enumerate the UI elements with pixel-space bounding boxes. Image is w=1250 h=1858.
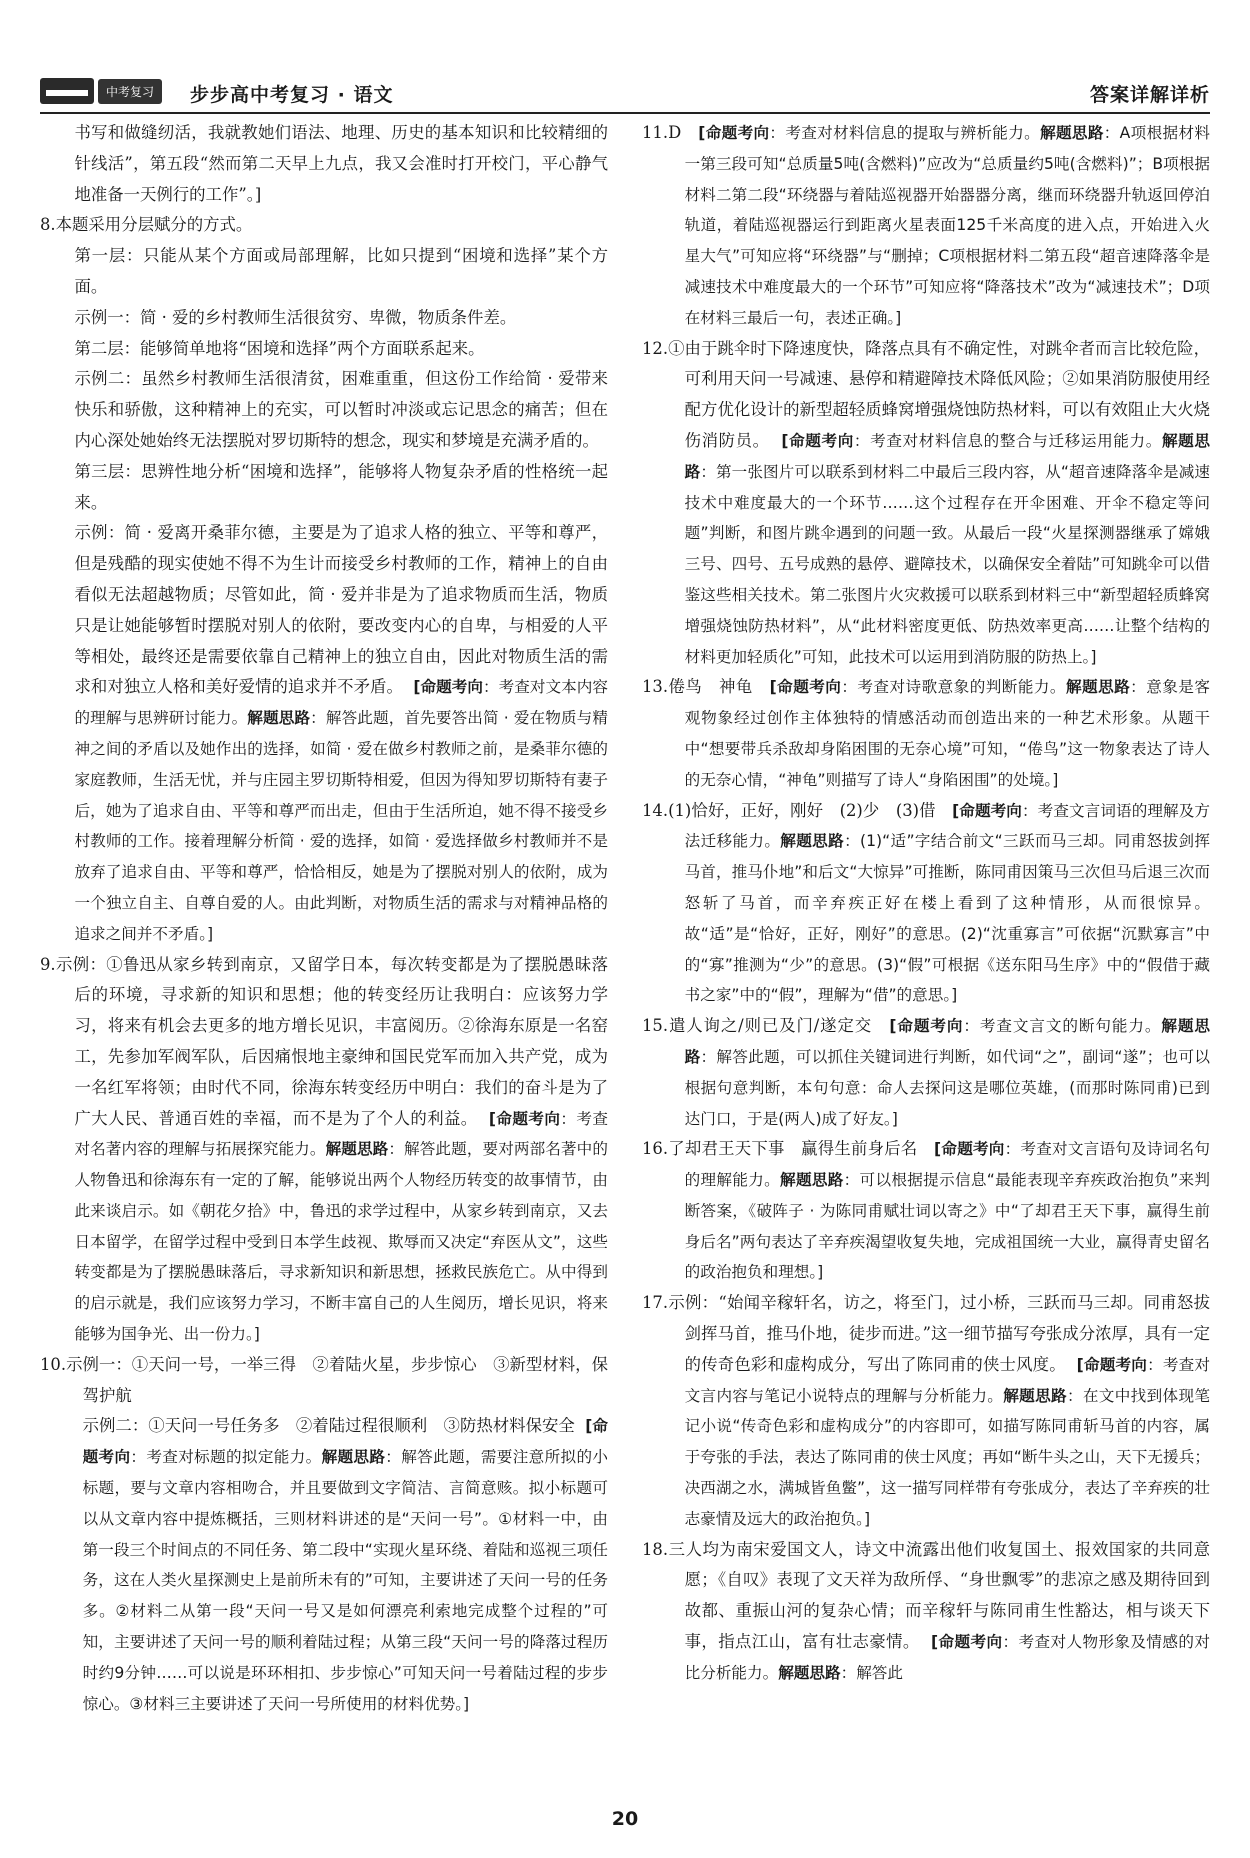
q12-tag-kaoxiang: [命题考向 <box>781 431 854 450</box>
q12-kaoxiang: ：考查对材料信息的整合与迁移运用能力。 <box>853 431 1162 450</box>
q14-answer <box>642 796 1210 1012</box>
book-title: 步步高中考复习 · 语文 <box>190 84 394 106</box>
q9-tag-kaoxiang: [命题考向 <box>488 1109 561 1128</box>
page-number: 20 <box>611 1808 639 1830</box>
q8-head: 8.本题采用分层赋分的方式。 <box>40 215 253 235</box>
right-column <box>642 118 1210 1689</box>
q14-tag-silu: 解题思路 <box>780 832 845 851</box>
q8-example3 <box>40 518 608 949</box>
q18-tag-kaoxiang: [命题考向 <box>930 1633 1003 1652</box>
q10-example2-text: 示例二：①天问一号任务多 ②着陆过程很顺利 ③防热材料保安全 <box>82 1416 575 1436</box>
q8-example1: 示例一：简 · 爱的乡村教师生活很贫穷、卑微，物质条件差。 <box>74 307 517 327</box>
q9-text: 9.示例：①鲁迅从家乡转到南京，又留学日本，每次转变都是为了摆脱愚昧落后的环境，寻求新的知识和思想；他的转变经历让我明白：应该努力学习，将来有机会去更多的地方增长见识，丰富阅历。②徐海东原是一名窑工，先参加军阀军队，后因痛恨地主豪绅和国民党军而加入共产党，成为一名红军将领；由时代不同，徐海东转变经历中明白：我们的奋斗是为了广大人民、普通百姓的幸福，而不是为了个人的利益。 <box>40 954 608 1128</box>
q16-silu: ：可以根据提示信息“最能表现辛弃疾政治抱负”来判断答案，《破阵子 · 为陈同甫赋壮词以寄之》中“了却君王天下事，赢得生前身后名”两句表达了辛弃疾渴望收复失地，完成祖国统一大业，赢得青史留名的政治抱负和理想。] <box>684 1171 1210 1282</box>
q16-tag-kaoxiang: [命题考向 <box>934 1140 1005 1159</box>
q11-tag-kaoxiang: [命题考向 <box>698 124 770 142</box>
q18-silu: ：解答此 <box>840 1663 903 1682</box>
q13-kaoxiang: ：考查对诗歌意象的判断能力。 <box>841 678 1066 697</box>
q8-tag-silu: 解题思路 <box>247 709 311 728</box>
q18-kaoxiang: ：考查对人物形象及情感的对比分析能力。 <box>684 1633 1211 1682</box>
q8-tag-kaoxiang: [命题考向 <box>413 678 484 697</box>
q17-answer <box>642 1288 1210 1534</box>
q11-text: 11.D <box>642 123 699 142</box>
page-header <box>40 72 1210 114</box>
q8-level3: 第三层：思辨性地分析“困境和选择”，能够将人物复杂矛盾的性格统一起来。 <box>74 461 608 512</box>
q12-silu: ：第一张图片可以联系到材料二中最后三段内容，从“超音速降落伞是减速技术中难度最大的一个环节……这个过程存在开伞困难、开伞不稳定等问题”判断，和图片跳伞遇到的问题一致。从最后一段“火星探测器继承了嫦娥三号、四号、五号成熟的悬停、避障技术，以确保安全着陆”可知跳伞可以借鉴这些相关技术。第二张图片火灾救援可以联系到材料三中“新型超轻质蜂窝增强烧蚀防热材料”，从“此材料密度更低、防热效率更高……让整个结构的材料更加轻质化”可知，此技术可以运用到消防服的防热上。] <box>684 462 1210 666</box>
q8-example3-text: 示例：简 · 爱离开桑菲尔德，主要是为了追求人格的独立、平等和尊严，但是残酷的现实使她不得不为生计而接受乡村教师的工作，精神上的自由看似无法超越物质；尽管如此，简 · 爱并非是为了追求物质而生活，物质只是让她能够暂时摆脱对别人的依附，要改变内心的自卑，与相爱的人平等相处，最终还是需要依靠自己精神上的独立自由，因此对物质生活的需求和对独立人格和美好爱情的追求并不矛盾。 <box>74 523 608 697</box>
q15-silu: ：解答此题，可以抓住关键词进行判断，如代词“之”，副词“遂”；也可以根据句意判断，本句句意：命人去探问这是哪位英雄，(而那时陈同甫)已到达门口，于是(两人)成了好友。] <box>684 1047 1210 1128</box>
q12-tag-silu: 解题思路 <box>684 431 1210 481</box>
q8-kaoxiang: ：考查对文本内容的理解与思辨研讨能力。 <box>74 678 608 728</box>
q13-tag-silu: 解题思路 <box>1065 678 1131 697</box>
q8-level2: 第二层：能够简单地将“困境和选择”两个方面联系起来。 <box>74 338 485 358</box>
q11-kaoxiang: ：考查对材料信息的提取与辨析能力。 <box>769 124 1041 142</box>
q16-kaoxiang: ：考查对文言语句及诗词名句的理解能力。 <box>684 1140 1210 1190</box>
q11-answer <box>642 118 1210 334</box>
graduation-cap-icon <box>40 78 94 104</box>
q17-tag-silu: 解题思路 <box>1003 1386 1067 1405</box>
q7-continuation: 书写和做缝纫活，我就教她们语法、地理、历史的基本知识和比较精细的针线活”，第五段“然而第二天早上九点，我又会准时打开校门，平心静气地准备一天例行的工作”。] <box>74 123 608 204</box>
q16-tag-silu: 解题思路 <box>780 1171 844 1190</box>
q10-tag-kaoxiang: [命题考向 <box>82 1417 608 1467</box>
q18-answer <box>642 1535 1210 1689</box>
q15-text: 15.遣人询之/则已及门/遂定交 <box>642 1016 890 1036</box>
logo-tag: 中考复习 <box>98 79 162 104</box>
q18-tag-silu: 解题思路 <box>778 1663 841 1682</box>
q8-example2: 示例二：虽然乡村教师生活很清贫，困难重重，但这份工作给简 · 爱带来快乐和骄傲，这种精神上的充实，可以暂时冲淡或忘记思念的痛苦；但在内心深处她始终无法摆脱对罗切斯特的想念，现实和梦境是充满矛盾的。 <box>74 369 608 450</box>
q15-answer <box>642 1011 1210 1134</box>
q12-text: 12.①由于跳伞时下降速度快，降落点具有不确定性，对跳伞者而言比较危险，可利用天问一号减速、悬停和精避障技术降低风险；②如果消防服使用经配方优化设计的新型超轻质蜂窝增强烧蚀防热材料，可以有效阻止大火烧伤消防员。 <box>642 338 1210 450</box>
q17-kaoxiang: ：考查对文言内容与笔记小说特点的理解与分析能力。 <box>684 1355 1210 1405</box>
q9-tag-silu: 解题思路 <box>325 1140 389 1159</box>
q10-head: 10.示例一：①天问一号，一举三得 ②着陆火星，步步惊心 ③新型材料，保驾护航 <box>40 1354 608 1405</box>
q17-silu: ：在文中找到体现笔记小说“传奇色彩和虚构成分”的内容即可，如描写陈同甫斩马首的内容，属于夸张的手法，表达了陈同甫的侠士风度；再如“断牛头之山，天下无援兵；决西湖之水，满城皆鱼鳖”，这一描写同样带有夸张成分，表达了辛弃疾的壮志豪情及远大的政治抱负。] <box>684 1386 1210 1528</box>
q15-kaoxiang: ：考查文言文的断句能力。 <box>963 1017 1162 1036</box>
q10-silu: ：解答此题，需要注意所拟的小标题，要与文章内容相吻合，并且要做到文字简洁、言简意赅。拟小标题可以从文章内容中提炼概括，三则材料讲述的是“天问一号”。①材料一中，由第一段三个时间点的不同任务、第二段中“实现火星环绕、着陆和巡视三项任务，这在人类火星探测史上是前所未有的”可知，主要讲述了天问一号的任务多。②材料二从第一段“天问一号又是如何漂亮利索地完成整个过程的”可知，主要讲述了天问一号的顺利着陆过程；从第三段“天问一号的降落过程历时约9分钟……可以说是环环相扣、步步惊心”可知天问一号着陆过程的步步惊心。③材料三主要讲述了天问一号所使用的材料优势。] <box>82 1448 608 1713</box>
q13-tag-kaoxiang: [命题考向 <box>769 678 842 697</box>
q13-answer <box>642 672 1210 795</box>
q9-kaoxiang: ：考查对名著内容的理解与拓展探究能力。 <box>74 1109 609 1159</box>
q18-text: 18.三人均为南宋爱国文人，诗文中流露出他们收复国土、报效国家的共同意愿；《自叹》表现了文天祥为敌所俘、“身世飘零”的悲凉之感及期待回到故都、重振山河的复杂心情；而辛稼轩与陈同甫生性豁达，相与谈天下事，指点江山，富有壮志豪情。 <box>642 1539 1210 1652</box>
q14-tag-kaoxiang: [命题考向 <box>952 801 1022 820</box>
q13-silu: ：意象是客观物象经过创作主体独特的情感活动而创造出来的一种艺术形象。从题干中“想要带兵杀敌却身陷困围的无奈心境”可知，“倦鸟”这一物象表达了诗人的无奈心情，“神龟”则描写了诗人“身陷困围”的处境。] <box>684 678 1210 789</box>
q8-silu: ：解答此题，首先要答出简 · 爱在物质与精神之间的矛盾以及她作出的选择，如简 · 爱在做乡村教师之前，是桑菲尔德的家庭教师，生活无忧，并与庄园主罗切斯特相爱，但因为得知罗切斯特有妻子后，她为了追求自由、平等和尊严而出走，但由于生活所迫，她不得不接受乡村教师的工作。接着理解分析简 · 爱的选择，如简 · 爱选择做乡村教师并不是放弃了追求自由、平等和尊严，恰恰相反，她是为了摆脱对别人的依附，成为一个独立自主、自尊自爱的人。由此判断，对物质生活的需求与对精神品格的追求之间并不矛盾。] <box>74 709 608 943</box>
q15-tag-kaoxiang: [命题考向 <box>889 1017 964 1036</box>
q11-tag-silu: 解题思路 <box>1040 124 1104 142</box>
q8-level1: 第一层：只能从某个方面或局部理解，比如只提到“困境和选择”某个方面。 <box>74 246 608 296</box>
q9-answer <box>40 950 608 1350</box>
left-column <box>40 118 608 1719</box>
q14-kaoxiang: ：考查文言词语的理解及方法迁移能力。 <box>684 801 1210 851</box>
q16-text: 16.了却君王天下事 赢得生前身后名 <box>642 1139 935 1159</box>
q16-answer <box>642 1134 1210 1288</box>
brand-logo <box>40 78 162 104</box>
q17-text: 17.示例：“始闻辛稼轩名，访之，将至门，过小桥，三跃而马三却。同甫怒拔剑挥马首，推马仆地，徒步而进。”这一细节描写夸张成分浓厚，具有一定的传奇色彩和虚构成分，写出了陈同甫的侠士风度。 <box>642 1293 1210 1374</box>
q14-text: 14.(1)恰好，正好，刚好 (2)少 (3)借 <box>642 800 953 820</box>
q10-tag-silu: 解题思路 <box>321 1448 386 1467</box>
q10-kaoxiang: ：考查对标题的拟定能力。 <box>130 1448 322 1467</box>
q14-silu: ：(1)“适”字结合前文“三跃而马三却。同甫怒拔剑挥马首，推马仆地”和后文“大惊异”可推断，陈同甫因策马三次但马后退三次而怒斩了马首，而辛弃疾正好在楼上看到了这种情形，从而很惊异。故“适”是“恰好，正好，刚好”的意思。(2)“沈重寡言”可依据“沉默寡言”中的“寡”推测为“少”的意思。(3)“假”可根据《送东阳马生序》中的“假借于藏书之家”中的“假”，理解为“借”的意思。] <box>684 832 1210 1005</box>
q10-example2 <box>40 1411 608 1719</box>
q9-silu: ：解答此题，要对两部名著中的人物鲁迅和徐海东有一定的了解，能够说出两个人物经历转变的故事情节，由此来谈启示。如《朝花夕拾》中，鲁迅的求学过程中，从家乡转到南京，又去日本留学，在留学过程中受到日本学生歧视、欺辱而又决定“弃医从文”，这些转变都是为了摆脱愚昧落后，寻求新知识和新思想，拯救民族危亡。从中得到的启示就是，我们应该努力学习，不断丰富自己的人生阅历，增长见识，将来能够为国争光、出一份力。] <box>74 1140 608 1344</box>
q12-answer <box>642 334 1210 673</box>
q11-silu: ：A项根据材料一第三段可知“总质量5吨(含燃料)”应改为“总质量约5吨(含燃料)”；B项根据材料二第二段“环绕器与着陆巡视器开始器器分离，继而环绕器升轨返回停泊轨道，着陆巡视器运行到距离火星表面125千米高度的进入点，开始进入火星大气”可知应将“环绕器”与“删掉；C项根据材料二第五段“超音速降落伞是减速技术中难度最大的一个环节”可知应将“降落技术”改为“减速技术”；D项在材料三最后一句，表述正确。] <box>684 124 1210 327</box>
q15-tag-silu: 解题思路 <box>684 1017 1210 1066</box>
q13-text: 13.倦鸟 神龟 <box>642 677 770 697</box>
q17-tag-kaoxiang: [命题考向 <box>1076 1355 1148 1374</box>
section-title: 答案详解详析 <box>1089 84 1210 106</box>
